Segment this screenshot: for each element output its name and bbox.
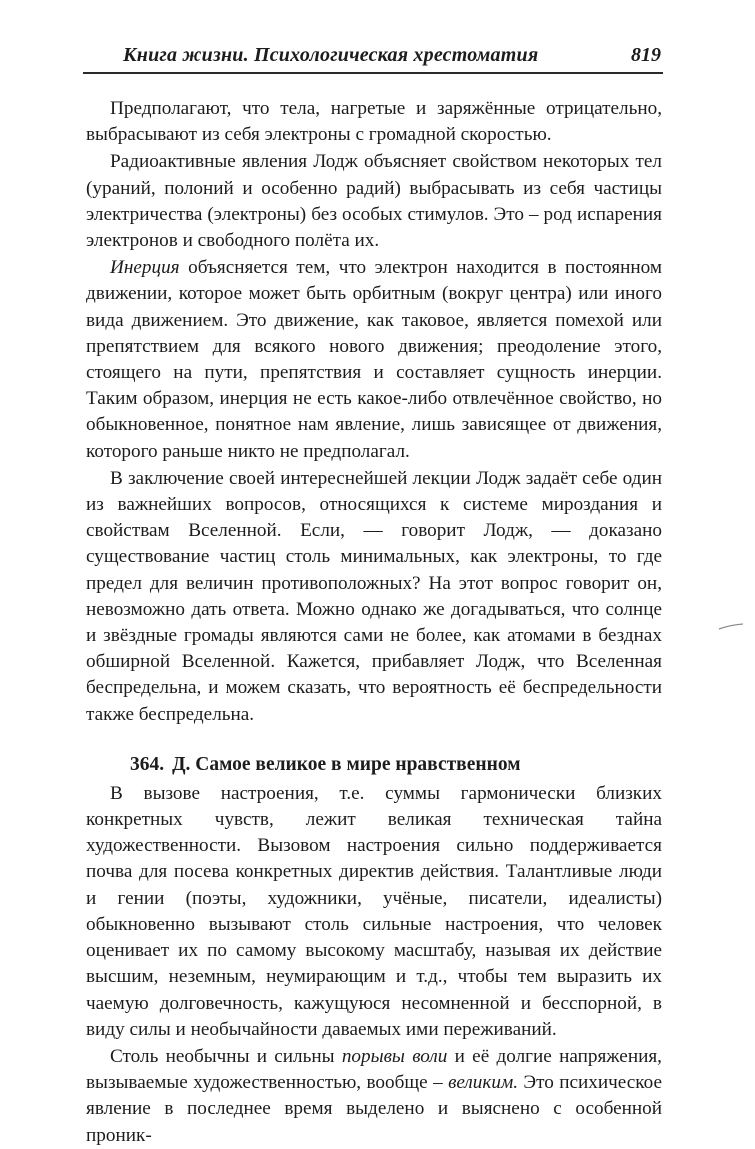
paragraph: В вызове настроения, т.е. суммы гармонически близких конкретных чувств, лежит великая техническая тайна художественности. Вызовом настроения сильно поддерживается почва для посева конкретных директив действия. Талантливые люди и гении (поэты, художники, учёные, писатели, идеалисты) обыкновенно вызывают столь сильные настроения, что человек оценивает их по самому высокому масштабу, называя их действие высшим, неземным, неумирающим и т.д., чтобы тем выразить их чаемую долговечность, кажущуюся несомненной и бесспорной, в виду силы и необычайности даваемых ими переживаний. — [86, 782, 662, 1040]
margin-pencil-mark — [718, 622, 744, 632]
paragraph — [86, 1044, 662, 1149]
paragraph — [86, 255, 662, 465]
paragraph-text: Это психическое явление в последнее время выделено и выяснено с особенной проник- — [86, 1072, 662, 1146]
section-heading — [86, 751, 662, 779]
page-number: 819 — [631, 44, 661, 66]
emphasized-term: Инерция — [110, 257, 180, 279]
paragraph: Предполагают, что тела, нагретые и заряжённые отрицательно, выбрасывают из себя электроны с громадной скоростью. — [86, 98, 662, 146]
paragraph: Радиоактивные явления Лодж объясняет свойством некоторых тел (ураний, полоний и особенно радий) выбрасывать из себя частицы электричества (электроны) без особых стимулов. Это – род испарения электронов и свободного полёта их. — [86, 151, 662, 252]
page-body — [86, 96, 662, 1149]
section-number: 364. — [130, 753, 165, 775]
paragraph-text: и её долгие напряжения, вызываемые художественностью, вообще – — [86, 1045, 662, 1094]
section-title: Д. Самое великое в мире нравственном — [172, 753, 521, 775]
paragraph-text: Столь необычны и сильны — [110, 1045, 342, 1067]
paragraph: В заключение своей интереснейшей лекции Лодж задаёт себе один из важнейших вопросов, относящихся к системе мироздания и свойствам Вселенной. Если, — говорит Лодж, — доказано существование частиц столь минимальных, как электроны, то где предел для величин противоположных? На этот вопрос говорит он, невозможно дать ответа. Можно однако же догадываться, что солнце и звёздные громады являются сами не более, как атомами в безднах обширной Вселенной. Кажется, прибавляет Лодж, что Вселенная беспредельна, и можем сказать, что вероятность её беспредельности также беспредельна. — [86, 467, 662, 725]
running-head: Книга жизни. Психологическая хрестоматия — [123, 44, 539, 66]
paragraph-text: объясняется тем, что электрон находится в постоянном движении, которое может быть орбитным (вокруг центра) или иного вида движением. Это движение, как таковое, является помехой или препятствием для всякого нового движения; преодоление этого, стоящего на пути, препятствия и составляет сущность инерции. Таким образом, инерция не есть какое-либо отвлечённое свойство, но обыкновенное, понятное нам явление, лишь зависящее от движения, которого раньше никто не предполагал. — [86, 257, 662, 462]
emphasized-term: великим. — [448, 1072, 519, 1094]
emphasized-term: порывы воли — [341, 1045, 448, 1067]
page-header — [83, 42, 663, 74]
